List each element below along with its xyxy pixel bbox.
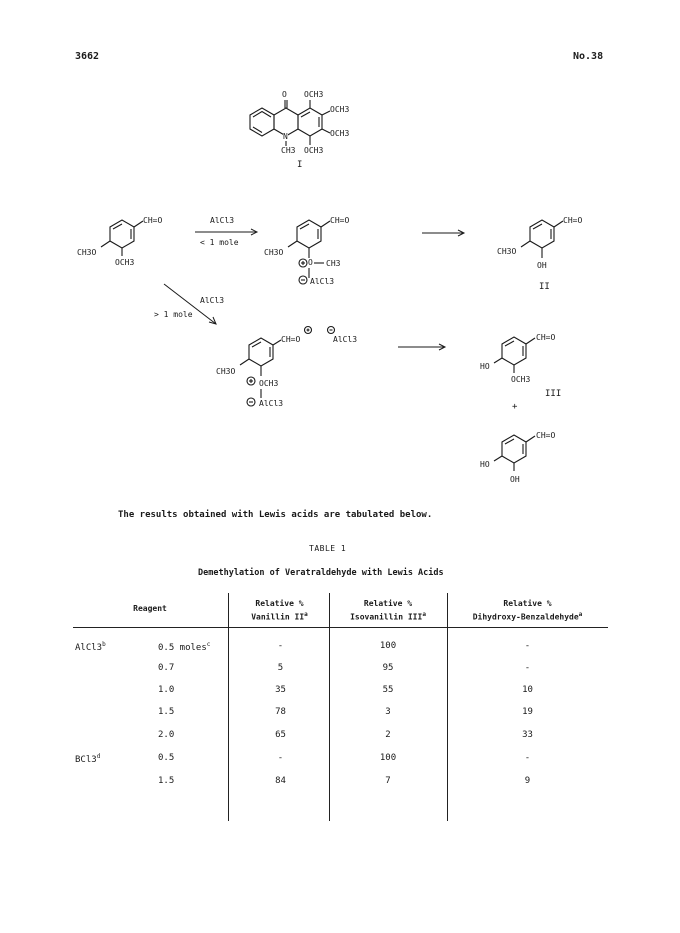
table-subtitle: Demethylation of Veratraldehyde with Lewis Acids xyxy=(198,568,444,578)
arrow2-condition: > 1 mole xyxy=(154,310,193,319)
reagent-footnote: b xyxy=(102,641,106,648)
header-vanillin-line2: Vanillin $II^a$ xyxy=(251,611,308,622)
product-III-structure xyxy=(478,322,598,412)
complex1-methoxy-label: CH3O xyxy=(264,248,284,257)
complex-1-structure xyxy=(262,205,377,305)
complex1-aldehyde-label: CH=O xyxy=(330,216,350,225)
table-intro-text: The results obtained with Lewis acids are tabulated below. xyxy=(118,510,433,520)
aldehyde-label: CH=O xyxy=(143,216,163,225)
amount-value: 0.5 moles xyxy=(158,643,207,653)
cell-isovanillin: 95 xyxy=(382,663,394,673)
cell-vanillin: 5 xyxy=(277,663,284,673)
amount-footnote: c xyxy=(206,641,211,648)
cell-amount xyxy=(158,641,210,653)
table-title: TABLE 1 xyxy=(309,544,347,553)
III-hydroxy-label: HO xyxy=(480,362,490,371)
header-reagent: Reagent xyxy=(133,604,167,613)
header-isovanillin-line2: Isovanillin III$^a$ xyxy=(350,611,426,622)
nitrogen-label: N xyxy=(283,132,288,141)
II-hydroxy-label: OH xyxy=(537,261,547,270)
methoxy-3-label: OCH3 xyxy=(330,129,350,138)
II-methoxy-label: CH3O xyxy=(497,247,517,256)
n-methyl-label: CH3 xyxy=(281,146,296,155)
cell-reagent xyxy=(75,641,106,653)
veratraldehyde-structure xyxy=(75,205,185,290)
arrow1-reagent: AlCl3 xyxy=(210,216,235,225)
header-dihydroxy-line2: Dihydroxy-Benzaldehyde$^a$ xyxy=(472,611,583,622)
cell-vanillin: - xyxy=(277,753,284,763)
plus-sign: + xyxy=(512,402,518,412)
arrow1-condition: < 1 mole xyxy=(200,238,239,247)
cell-isovanillin: 3 xyxy=(385,707,391,717)
reaction-arrow-to-III xyxy=(398,342,448,352)
II-aldehyde-label: CH=O xyxy=(563,216,583,225)
cell-dihydroxy: - xyxy=(524,753,531,763)
complex2-alcl3-label: AlCl3 xyxy=(259,399,284,408)
cell-isovanillin: 7 xyxy=(385,776,391,786)
cell-dihydroxy: 10 xyxy=(522,685,533,695)
complex2-methoxy-label: CH3O xyxy=(216,367,236,376)
diol-hydroxy-bottom-label: OH xyxy=(510,475,520,484)
header-dihydroxy xyxy=(450,598,605,623)
complex-2-structure xyxy=(215,323,375,423)
reagent-formula: AlCl3 xyxy=(75,643,103,653)
reagent-footnote: d xyxy=(96,753,101,760)
arrow2-reagent: AlCl3 xyxy=(200,296,225,305)
cell-amount xyxy=(158,663,174,673)
cell-isovanillin: 2 xyxy=(385,730,391,740)
meta-methoxy-label: OCH3 xyxy=(115,258,135,267)
cell-isovanillin: 55 xyxy=(382,685,394,695)
amount-value: 0.7 xyxy=(158,663,175,673)
cell-isovanillin: 100 xyxy=(379,753,397,763)
cell-isovanillin: 100 xyxy=(379,641,397,651)
amount-value: 2.0 xyxy=(158,730,175,740)
cell-dihydroxy: 9 xyxy=(524,776,531,786)
methoxy-1-label: OCH3 xyxy=(304,90,324,99)
compound-I-rings xyxy=(240,88,380,198)
product-III-label: III xyxy=(545,389,562,399)
complex1-oxonium-label: O xyxy=(308,258,313,267)
methoxy-2-label: OCH3 xyxy=(330,105,350,114)
table-header-rule xyxy=(73,627,608,628)
cell-amount xyxy=(158,730,174,740)
product-II-structure xyxy=(495,207,610,297)
III-aldehyde-label: CH=O xyxy=(536,333,556,342)
cell-amount xyxy=(158,707,174,717)
cell-reagent xyxy=(75,753,100,765)
header-isovanillin xyxy=(332,598,444,623)
amount-value: 0.5 xyxy=(158,753,175,763)
complex2-alcl3-top-label: AlCl3 xyxy=(333,335,358,344)
page-number: 3662 xyxy=(75,51,100,62)
header-dihydroxy-line1: Relative % xyxy=(503,599,552,608)
amount-value: 1.5 xyxy=(158,776,175,786)
arrow1-line xyxy=(195,226,260,238)
complex2-oxonium-label: OCH3 xyxy=(259,379,279,388)
amount-value: 1.0 xyxy=(158,685,175,695)
reaction-arrow-1 xyxy=(195,216,260,246)
complex2-aldehyde-label: CH=O xyxy=(281,335,301,344)
III-methoxy-label: OCH3 xyxy=(511,375,531,384)
dihydroxy-benzaldehyde-structure xyxy=(478,420,598,495)
methoxy-4-label: OCH3 xyxy=(304,146,324,155)
header-isovanillin-line1: Relative % xyxy=(363,599,413,608)
amount-value: 1.5 xyxy=(158,707,175,717)
cell-amount xyxy=(158,776,174,786)
cell-dihydroxy: 19 xyxy=(522,707,533,717)
header-vanillin xyxy=(232,598,327,623)
header-vanillin-line1: Relative % xyxy=(255,599,304,608)
cell-amount xyxy=(158,685,174,695)
cell-vanillin: 35 xyxy=(275,685,286,695)
reagent-formula: BCl3 xyxy=(75,755,97,765)
cell-vanillin: - xyxy=(277,641,284,651)
complex1-methyl-label: CH3 xyxy=(326,259,341,268)
compound-I-label: I xyxy=(297,160,303,170)
issue-number: No.38 xyxy=(573,51,604,62)
cell-dihydroxy: 33 xyxy=(522,730,533,740)
para-methoxy-label: CH3O xyxy=(77,248,97,257)
product-II-label: II xyxy=(539,282,550,292)
cell-dihydroxy: - xyxy=(524,641,531,651)
diol-aldehyde-label: CH=O xyxy=(536,431,556,440)
cell-amount xyxy=(158,753,174,763)
cell-vanillin: 65 xyxy=(275,730,286,740)
cell-vanillin: 84 xyxy=(275,776,286,786)
diol-hydroxy-left-label: HO xyxy=(480,460,490,469)
cell-vanillin: 78 xyxy=(275,707,286,717)
compound-I-structure xyxy=(240,88,380,198)
carbonyl-o-label: O xyxy=(282,90,287,99)
cell-dihydroxy: - xyxy=(524,663,531,673)
reaction-arrow-to-II xyxy=(422,228,467,238)
complex1-alcl3-label: AlCl3 xyxy=(310,277,335,286)
